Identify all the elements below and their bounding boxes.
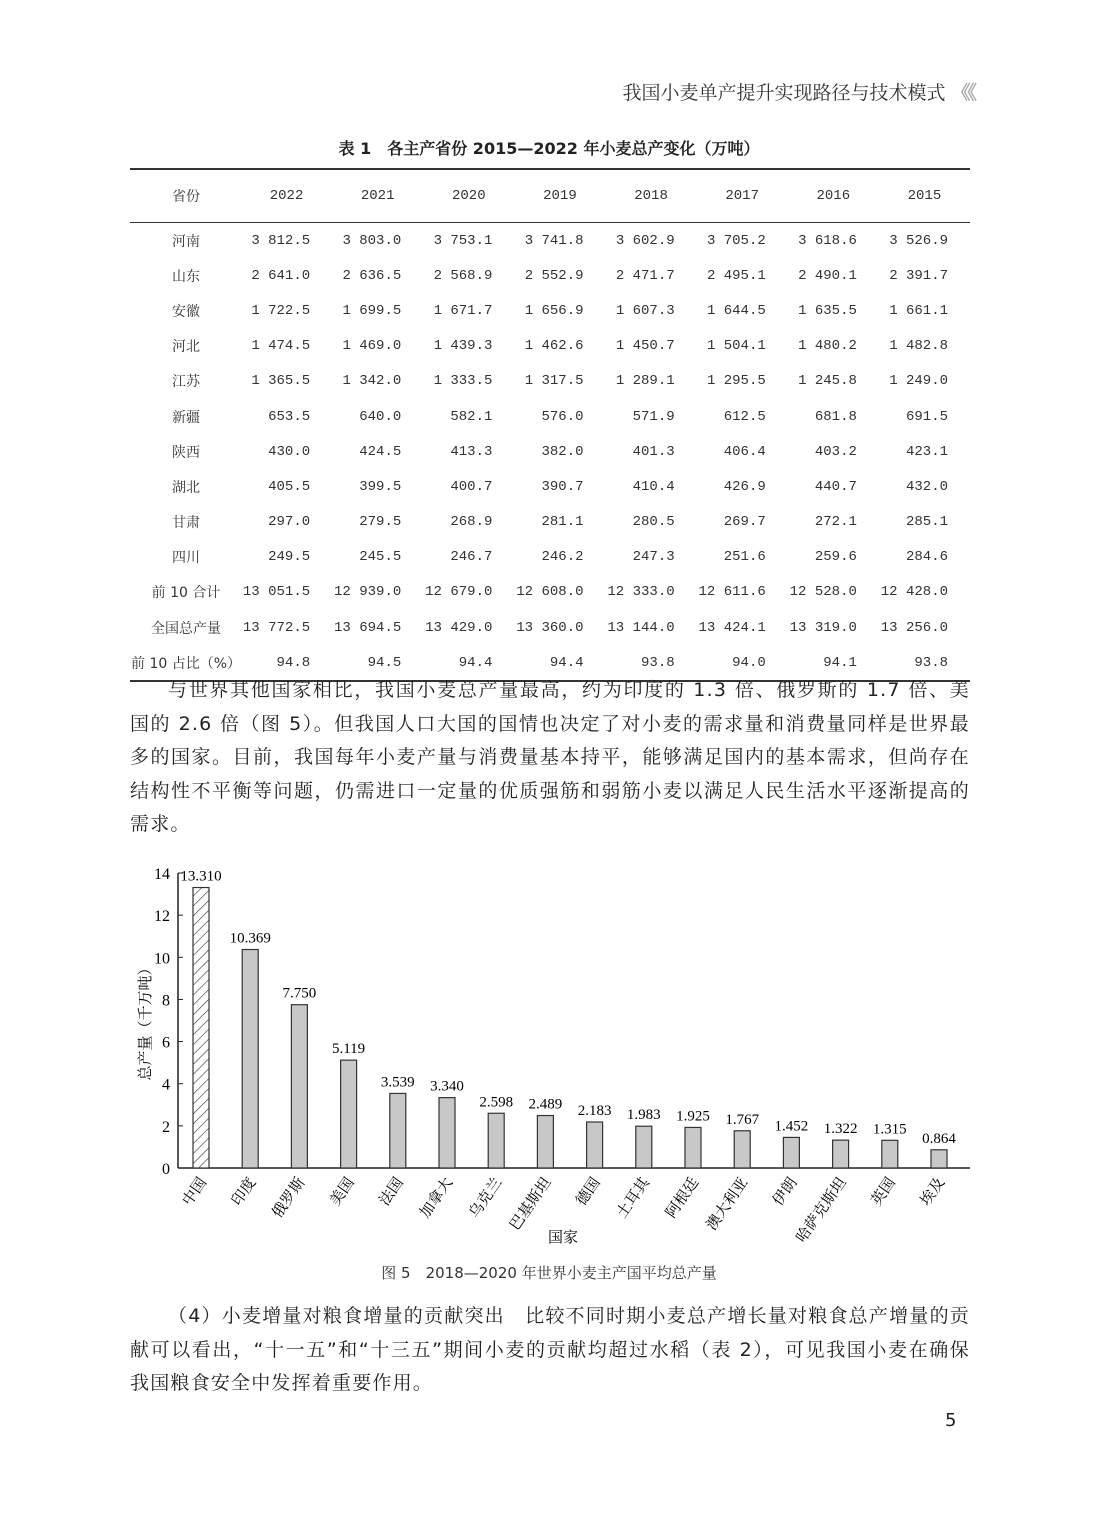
value-cell: 2 495.1: [706, 267, 766, 284]
data-label: 1.322: [823, 1121, 858, 1138]
province-cell: 四川: [172, 550, 200, 567]
value-cell: 13 319.0: [789, 619, 857, 636]
value-cell: 281.1: [541, 514, 584, 531]
x-tick-label: 埃及: [916, 1173, 949, 1209]
x-tick-label: 哈萨克斯坦: [792, 1173, 850, 1246]
value-cell: 1 699.5: [342, 302, 402, 319]
value-cell: 269.7: [723, 514, 766, 531]
table-row: [130, 293, 970, 328]
value-cell: 3 618.6: [798, 232, 857, 249]
value-cell: 3 741.8: [524, 232, 584, 249]
value-cell: 272.1: [814, 514, 857, 531]
value-cell: 12 611.6: [698, 584, 766, 601]
value-cell: 1 661.1: [889, 302, 948, 319]
x-tick-label: 阿根廷: [661, 1173, 703, 1222]
data-label: 3.340: [430, 1078, 464, 1095]
value-cell: 571.9: [632, 408, 675, 425]
y-tick-label: 0: [162, 1161, 170, 1178]
bar: [734, 1131, 750, 1168]
value-cell: 13 051.5: [242, 584, 311, 601]
data-label: 7.750: [282, 985, 317, 1002]
value-cell: 390.7: [541, 478, 584, 495]
value-cell: 279.5: [359, 514, 402, 531]
value-cell: 3 812.5: [251, 232, 311, 249]
y-tick-label: 14: [154, 866, 170, 883]
province-cell: 河北: [172, 339, 200, 356]
bar: [242, 950, 258, 1168]
data-label: 10.369: [229, 930, 271, 947]
value-cell: 2 490.1: [798, 267, 857, 284]
value-cell: 3 526.9: [889, 232, 948, 249]
value-cell: 13 424.1: [698, 619, 766, 636]
value-cell: 246.2: [541, 549, 584, 566]
value-cell: 13 772.5: [242, 619, 311, 636]
y-tick-label: 12: [154, 908, 170, 926]
value-cell: 93.8: [914, 654, 948, 671]
value-cell: 413.3: [450, 443, 493, 460]
figure-caption: 图 5 2018—2020 年世界小麦主产国平均总产量: [381, 1264, 717, 1282]
province-cell: 河南: [172, 233, 200, 250]
value-cell: 576.0: [541, 408, 584, 425]
y-tick-label: 2: [162, 1118, 170, 1136]
value-cell: 94.0: [732, 654, 766, 671]
value-cell: 382.0: [541, 443, 584, 460]
value-cell: 13 360.0: [516, 619, 584, 636]
x-tick-label: 乌克兰: [464, 1173, 506, 1222]
bar: [931, 1150, 947, 1168]
province-cell: 安徽: [172, 303, 200, 320]
value-cell: 1 469.0: [342, 338, 402, 355]
table-row: [130, 610, 970, 645]
x-tick-label: 俄罗斯: [268, 1173, 309, 1222]
value-cell: 13 256.0: [880, 619, 948, 636]
page-number: 5: [945, 1410, 957, 1431]
y-tick-label: 10: [154, 950, 170, 968]
value-cell: 93.8: [641, 654, 675, 671]
value-cell: 1 450.7: [615, 338, 675, 355]
table-row: [130, 469, 970, 504]
table-row: [130, 575, 970, 610]
data-label: 1.925: [676, 1108, 710, 1125]
value-cell: 1 365.5: [251, 373, 311, 390]
value-cell: 1 249.0: [889, 373, 948, 390]
province-cell: 山东: [172, 268, 200, 285]
x-axis-label: 国家: [547, 1228, 579, 1246]
value-cell: 432.0: [905, 478, 948, 495]
bar: [193, 888, 209, 1168]
value-cell: 3 602.9: [615, 232, 675, 249]
value-cell: 94.8: [276, 654, 311, 671]
value-cell: 1 671.7: [433, 302, 493, 319]
value-cell: 94.5: [367, 654, 402, 671]
data-label: 1.983: [626, 1107, 661, 1124]
column-header: 2020: [452, 188, 486, 204]
province-cell: 前 10 占比（%）: [131, 655, 242, 672]
value-cell: 12 333.0: [607, 584, 675, 601]
value-cell: 12 608.0: [516, 584, 584, 601]
value-cell: 582.1: [450, 408, 493, 425]
value-cell: 1 289.1: [615, 373, 675, 390]
x-tick-label: 印度: [227, 1173, 260, 1209]
province-cell: 陕西: [172, 444, 200, 461]
value-cell: 13 694.5: [334, 619, 402, 636]
paragraph-contribution: （4）小麦增量对粮食增量的贡献突出 比较不同时期小麦总产增长量对粮食总产增量的贡献可以看出，“十一五”和“十三五”期间小麦的贡献均超过水稻（表 2），可见我国小麦在确保我国粮食安全中发挥着重要作用。: [130, 1305, 970, 1394]
column-header: 2016: [816, 188, 851, 204]
table-row: [130, 505, 970, 540]
table-row: [130, 399, 970, 434]
x-tick-label: 伊朗: [768, 1173, 801, 1209]
x-tick-label: 美国: [325, 1173, 358, 1209]
data-label: 1.315: [872, 1121, 907, 1138]
value-cell: 1 656.9: [524, 302, 584, 319]
data-label: 2.183: [577, 1103, 612, 1120]
data-label: 13.310: [180, 868, 222, 885]
province-cell: 甘肃: [172, 515, 200, 532]
value-cell: 259.6: [814, 549, 857, 566]
province-cell: 全国总产量: [151, 620, 221, 637]
column-header: 2019: [543, 188, 577, 204]
column-header: 2018: [634, 188, 668, 204]
production-table: [130, 168, 970, 682]
value-cell: 12 939.0: [334, 584, 402, 601]
value-cell: 13 144.0: [607, 619, 675, 636]
bar: [291, 1005, 307, 1168]
value-cell: 426.9: [723, 478, 766, 495]
data-label: 1.452: [774, 1118, 809, 1135]
value-cell: 2 471.7: [615, 267, 675, 284]
x-tick-label: 英国: [867, 1173, 900, 1209]
value-cell: 1 317.5: [524, 373, 584, 390]
x-tick-label: 中国: [178, 1173, 211, 1209]
value-cell: 399.5: [359, 478, 402, 495]
value-cell: 94.4: [458, 654, 493, 671]
value-cell: 2 641.0: [251, 267, 311, 284]
value-cell: 653.5: [268, 408, 311, 425]
column-header: 2022: [269, 188, 304, 204]
value-cell: 1 607.3: [615, 302, 675, 319]
value-cell: 691.5: [905, 408, 948, 425]
value-cell: 405.5: [268, 478, 311, 495]
value-cell: 1 342.0: [342, 373, 402, 390]
y-axis-label: 总产量（千万吨）: [136, 960, 154, 1081]
province-cell: 江苏: [172, 374, 200, 391]
value-cell: 424.5: [359, 443, 402, 460]
bar: [685, 1127, 701, 1168]
value-cell: 3 803.0: [342, 232, 402, 249]
table-header-row: [130, 169, 970, 223]
y-tick-label: 8: [162, 992, 170, 1010]
value-cell: 1 504.1: [706, 338, 766, 355]
value-cell: 1 439.3: [433, 338, 493, 355]
x-tick-label: 德国: [571, 1173, 604, 1209]
data-label: 1.767: [725, 1111, 760, 1128]
x-tick-label: 巴基斯坦: [505, 1173, 555, 1234]
data-label: 3.539: [380, 1074, 415, 1091]
bar: [636, 1126, 652, 1168]
value-cell: 440.7: [814, 478, 857, 495]
value-cell: 246.7: [450, 549, 493, 566]
x-tick-label: 法国: [375, 1173, 408, 1209]
value-cell: 280.5: [632, 514, 675, 531]
value-cell: 430.0: [268, 443, 311, 460]
bar: [783, 1137, 799, 1168]
data-label: 5.119: [331, 1041, 366, 1058]
paragraph-comparison: 与世界其他国家相比，我国小麦总产量最高，约为印度的 1.3 倍、俄罗斯的 1.7 倍、美国的 2.6 倍（图 5）。但我国人口大国的国情也决定了对小麦的需求量和消费量同样是世界最多的国家。目前，我国每年小麦产量与消费量基本持平，能够满足国内的基本需求，但尚存在结构性不平衡等问题，仍需进口一定量的优质强筋和弱筋小麦以满足人民生活水平逐渐提高的需求。: [130, 679, 970, 835]
value-cell: 1 245.8: [798, 373, 857, 390]
value-cell: 403.2: [814, 443, 857, 460]
bar: [537, 1116, 553, 1168]
value-cell: 3 705.2: [706, 232, 766, 249]
value-cell: 1 644.5: [706, 302, 766, 319]
running-header: [622, 78, 974, 105]
x-tick-label: 土耳其: [612, 1173, 654, 1222]
value-cell: 410.4: [632, 478, 675, 495]
bar: [439, 1098, 455, 1168]
data-label: 0.864: [922, 1130, 956, 1147]
value-cell: 1 482.8: [889, 338, 948, 355]
value-cell: 2 568.9: [433, 267, 493, 284]
value-cell: 640.0: [359, 408, 402, 425]
value-cell: 1 474.5: [251, 338, 311, 355]
value-cell: 12 428.0: [880, 584, 948, 601]
bar: [341, 1060, 357, 1168]
value-cell: 12 679.0: [425, 584, 493, 601]
province-cell: 新疆: [172, 409, 200, 426]
value-cell: 1 295.5: [706, 373, 766, 390]
value-cell: 285.1: [905, 514, 948, 531]
x-tick-label: 澳大利亚: [702, 1173, 752, 1234]
x-tick-label: 加拿大: [415, 1173, 457, 1222]
value-cell: 284.6: [905, 549, 948, 566]
table-row: [130, 364, 970, 399]
value-cell: 297.0: [268, 514, 311, 531]
value-cell: 1 635.5: [798, 302, 857, 319]
value-cell: 681.8: [814, 408, 857, 425]
value-cell: 268.9: [450, 514, 493, 531]
bar-chart: [120, 860, 990, 1260]
province-cell: 前 10 合计: [151, 585, 221, 602]
value-cell: 1 462.6: [524, 338, 584, 355]
table-row: [130, 434, 970, 469]
value-cell: 247.3: [632, 549, 675, 566]
bar: [882, 1140, 898, 1168]
value-cell: 3 753.1: [433, 232, 493, 249]
bar: [833, 1140, 849, 1168]
value-cell: 1 333.5: [433, 373, 493, 390]
value-cell: 94.1: [823, 654, 857, 671]
value-cell: 245.5: [359, 549, 402, 566]
value-cell: 401.3: [632, 443, 675, 460]
value-cell: 423.1: [905, 443, 948, 460]
value-cell: 251.6: [723, 549, 766, 566]
value-cell: 2 552.9: [524, 267, 584, 284]
bar: [390, 1093, 406, 1168]
column-header: 2015: [907, 188, 942, 204]
chevron-icon: 《《: [951, 82, 974, 104]
value-cell: 400.7: [450, 478, 493, 495]
table-row: [130, 223, 970, 259]
column-header: 省份: [172, 189, 200, 205]
y-tick-label: 4: [162, 1076, 170, 1094]
bar: [488, 1113, 504, 1168]
value-cell: 2 636.5: [342, 267, 402, 284]
table-row: [130, 540, 970, 575]
value-cell: 2 391.7: [889, 267, 948, 284]
running-title: 我国小麦单产提升实现路径与技术模式: [622, 82, 946, 104]
table-row: [130, 258, 970, 293]
table-caption: 表 1 各主产省份 2015—2022 年小麦总产变化（万吨）: [338, 139, 760, 158]
province-cell: 湖北: [172, 479, 200, 496]
value-cell: 12 528.0: [789, 584, 857, 601]
y-tick-label: 6: [162, 1034, 170, 1052]
value-cell: 406.4: [723, 443, 766, 460]
bar: [587, 1122, 603, 1168]
value-cell: 612.5: [723, 408, 766, 425]
data-label: 2.489: [528, 1096, 563, 1113]
value-cell: 1 722.5: [251, 302, 311, 319]
table-row: [130, 329, 970, 364]
value-cell: 94.4: [549, 654, 584, 671]
value-cell: 249.5: [268, 549, 311, 566]
data-label: 2.598: [479, 1094, 514, 1111]
value-cell: 13 429.0: [425, 619, 493, 636]
column-header: 2021: [360, 188, 395, 204]
column-header: 2017: [725, 188, 759, 204]
value-cell: 1 480.2: [798, 338, 857, 355]
